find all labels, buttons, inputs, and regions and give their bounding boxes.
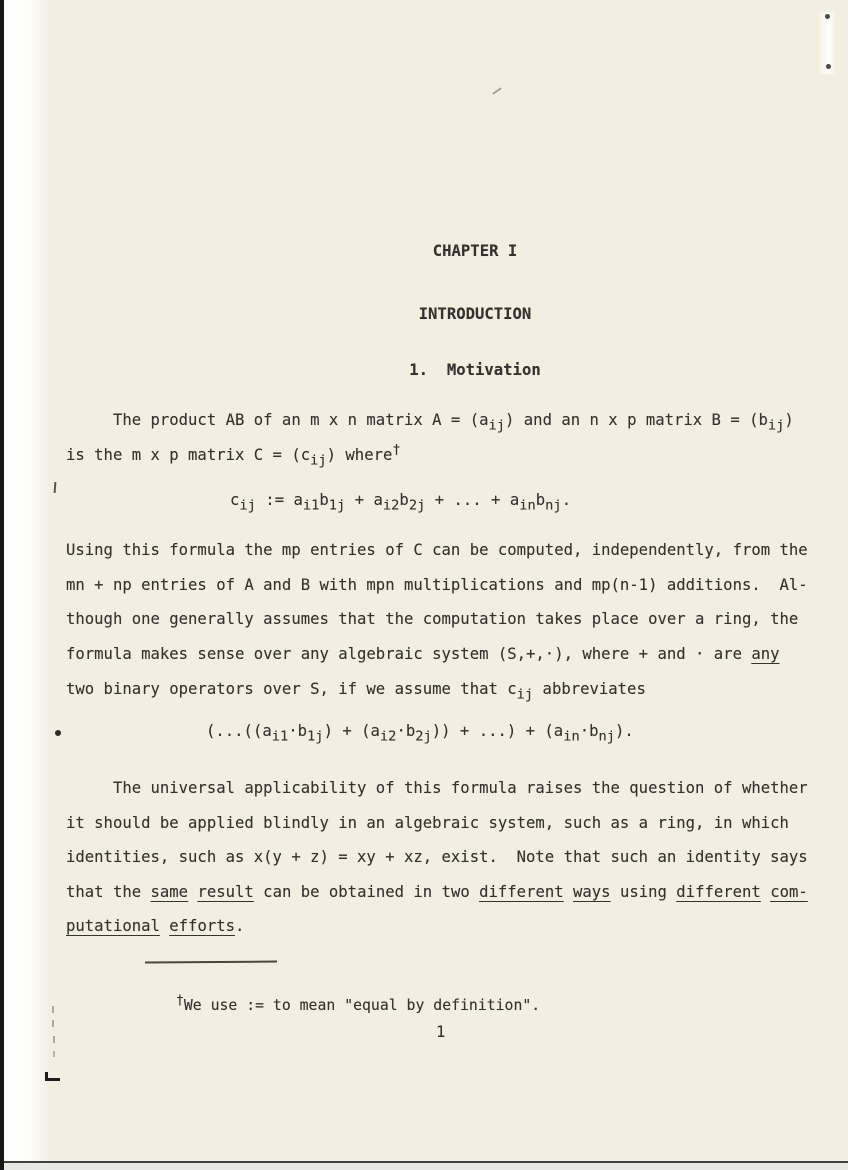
body-line: Using this formula the mp entries of C can be computed, independently, from the bbox=[66, 541, 808, 559]
footnote: †We use := to mean "equal by definition". bbox=[176, 993, 541, 1014]
scan-artifact-hole bbox=[825, 14, 830, 19]
paper-bottom-edge bbox=[4, 1161, 848, 1170]
body-line: though one generally assumes that the computation takes place over a ring, the bbox=[66, 610, 799, 628]
body-line: that the same result can be obtained in two different ways using different com- bbox=[66, 883, 808, 901]
body-line: putational efforts. bbox=[66, 917, 245, 935]
section-heading: INTRODUCTION bbox=[418, 305, 532, 323]
scan-artifact-dash bbox=[52, 1006, 54, 1013]
formula-line: $c_{ij}$ := $a_{i1}b_{1j} + a_{i2}b_{2j}$ + ... + $a_{in}b_{nj}$. bbox=[230, 491, 572, 514]
scan-artifact-dash bbox=[53, 1051, 55, 1057]
body-line: The product AB of an m x n matrix $A = (a_{ij})$ and an n x p matrix $B = (b_{ij})$ bbox=[66, 411, 794, 434]
body-line: it should be applied blindly in an algebraic system, such as a ring, in which bbox=[66, 814, 789, 832]
body-line: The universal applicability of this formula raises the question of whether bbox=[66, 779, 808, 797]
scan-artifact-hole bbox=[826, 64, 831, 69]
scan-artifact-dot bbox=[55, 730, 61, 736]
formula-line: ($...((a_{i1}\cdot b_{1j}) + (a_{i2}\cdot b_{2j}))$ + ...) + $(a_{in}\cdot b_{nj})$. bbox=[206, 722, 634, 745]
chapter-heading: CHAPTER I bbox=[432, 242, 518, 260]
scan-artifact-corner-mark bbox=[45, 1072, 60, 1081]
body-line: is the m x p matrix $C = (c_{ij})$ where† bbox=[66, 442, 401, 469]
scan-artifact-dash bbox=[52, 1020, 54, 1027]
body-line: formula makes sense over any algebraic system (S,+,·), where + and · are any bbox=[66, 645, 780, 663]
subsection-heading: 1. Motivation bbox=[409, 361, 541, 379]
body-line: identities, such as x(y + z) = xy + xz, exist. Note that such an identity says bbox=[66, 848, 808, 866]
scan-gutter-highlight bbox=[4, 0, 50, 1163]
page-number: 1 bbox=[436, 1023, 446, 1041]
body-line: mn + np entries of A and B with mpn multiplications and mp(n-1) additions. Al- bbox=[66, 576, 808, 594]
scan-edge-left bbox=[0, 0, 4, 1170]
body-line: two binary operators over S, if we assume that $c_{ij}$ abbreviates bbox=[66, 680, 646, 703]
scan-artifact-dash bbox=[53, 1036, 55, 1043]
